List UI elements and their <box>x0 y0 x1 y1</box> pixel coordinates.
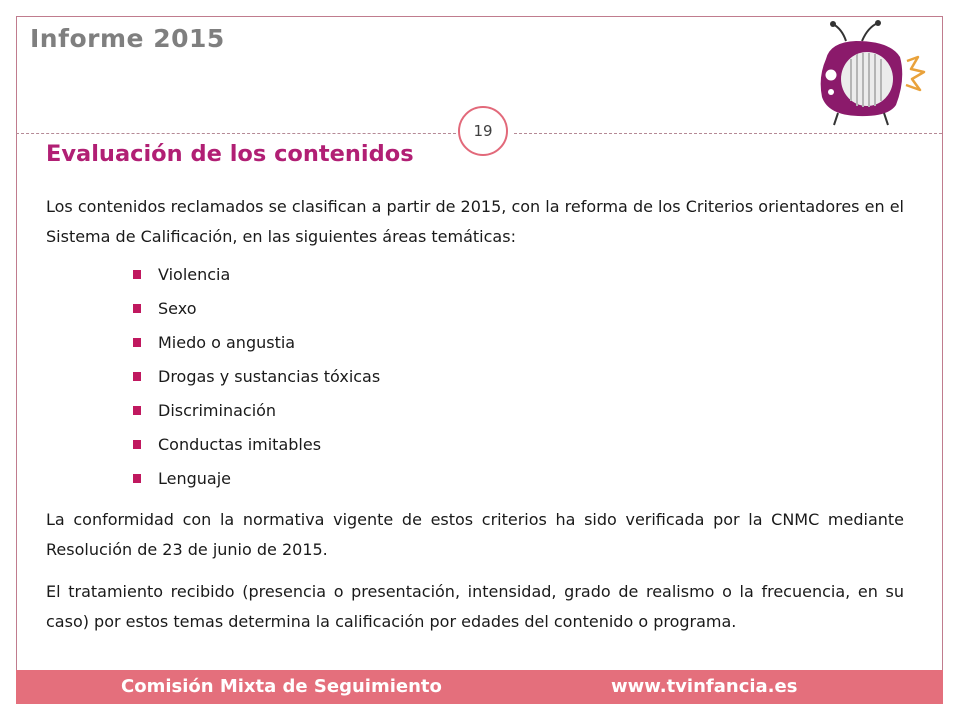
page-number-badge: 19 <box>458 106 508 156</box>
list-item <box>133 294 633 328</box>
area-label: Miedo o angustia <box>158 333 296 352</box>
square-bullet-icon <box>133 474 141 483</box>
intro-paragraph: Los contenidos reclamados se clasifican a partir de 2015, con la reforma de los Criterios orientadores en el Sistema de Calificación, en las siguientes áreas temáticas: <box>46 197 904 246</box>
conformity-paragraph: La conformidad con la normativa vigente de estos criterios ha sido verificada por la CNMC mediante Resolución de 23 de junio de 2015. <box>46 510 904 559</box>
area-label: Lenguaje <box>158 469 232 488</box>
thematic-areas-list <box>133 260 633 498</box>
list-item <box>133 260 633 294</box>
square-bullet-icon <box>133 304 141 313</box>
square-bullet-icon <box>133 372 141 381</box>
area-label: Drogas y sustancias tóxicas <box>158 367 381 386</box>
footer-organization: Comisión Mixta de Seguimiento <box>121 676 442 697</box>
list-item <box>133 362 633 396</box>
list-item <box>133 430 633 464</box>
page-frame-left <box>16 16 17 704</box>
list-item <box>133 328 633 362</box>
square-bullet-icon <box>133 406 141 415</box>
area-label: Violencia <box>158 265 231 284</box>
square-bullet-icon <box>133 270 141 279</box>
report-title: Informe 2015 <box>30 24 225 53</box>
area-label: Discriminación <box>158 401 277 420</box>
page-frame-top <box>16 16 943 17</box>
header-divider-left <box>16 133 456 134</box>
footer-bar <box>16 670 943 704</box>
area-label: Sexo <box>158 299 197 318</box>
tv-logo-icon <box>808 17 932 129</box>
treatment-paragraph: El tratamiento recibido (presencia o presentación, intensidad, grado de realismo o la frecuencia, en su caso) por estos temas determina la calificación por edades del contenido o programa. <box>46 582 904 631</box>
square-bullet-icon <box>133 338 141 347</box>
area-label: Conductas imitables <box>158 435 322 454</box>
page-frame-right <box>942 16 943 704</box>
footer-website-link[interactable]: www.tvinfancia.es <box>611 676 798 697</box>
square-bullet-icon <box>133 440 141 449</box>
list-item <box>133 464 633 498</box>
list-item <box>133 396 633 430</box>
section-heading: Evaluación de los contenidos <box>46 141 414 167</box>
header-divider-right <box>514 133 942 134</box>
